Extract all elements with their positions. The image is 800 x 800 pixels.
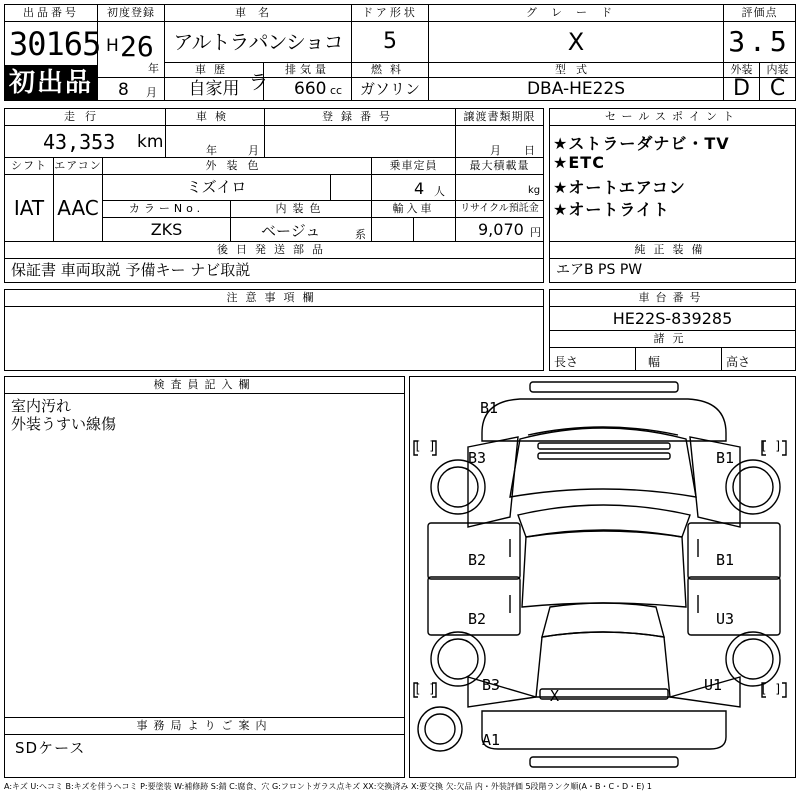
lot-number: 30165 (9, 25, 101, 63)
recycle-unit: 円 (530, 226, 541, 239)
grade: X (428, 21, 724, 63)
inspector-label: 検査員記入欄 (4, 376, 405, 394)
office-box (4, 734, 405, 778)
exterior-color-extra (330, 174, 372, 201)
mileage-unit: km (137, 132, 164, 152)
lot-label: 出品番号 (4, 4, 98, 22)
exterior-label: 外装 (723, 62, 760, 78)
office-label: 事務局よりご案内 (4, 717, 405, 735)
model-label: 型式 (428, 62, 724, 78)
interior-color: ベージュ (261, 222, 321, 240)
bracket-right-bottom: [ ] (760, 682, 782, 696)
transfer-month-unit: 月 (490, 144, 501, 157)
reg-month: 8 (118, 80, 129, 100)
inspection-month-unit: 月 (248, 144, 259, 157)
doors: 5 (351, 21, 429, 63)
reg-number-label: 登録番号 (264, 108, 456, 126)
later-parts-label: 後日発送部品 (4, 241, 544, 259)
displacement-cell (263, 77, 352, 101)
car-name: アルトラパンショコラ (164, 21, 352, 63)
dims-label: 諸元 (549, 330, 796, 348)
bracket-left-bottom: [ ] (414, 682, 436, 696)
aircon-label: エアコン (53, 157, 103, 175)
doors-label: ドア形状 (351, 4, 429, 22)
height-label: 高さ (726, 355, 751, 369)
lot-number-cell (4, 21, 101, 66)
first-reg-year-cell (97, 21, 165, 78)
length-cell (549, 347, 636, 371)
sales-point-3: ★オートエアコン (553, 178, 686, 197)
fuel-label: 燃料 (351, 62, 429, 78)
width-label: 幅 (648, 355, 661, 369)
era: H (106, 36, 119, 56)
sales-points-label: セールスポイント (549, 108, 796, 126)
interior-color-suffix: 系 (355, 228, 366, 241)
later-parts: 保証書 車両取説 予備キー ナビ取説 (4, 258, 544, 283)
mark-left-rear: B3 (482, 676, 501, 694)
inspection-cell (165, 125, 265, 158)
chassis-number: HE22S-839285 (549, 306, 796, 331)
load-cell (455, 174, 544, 201)
capacity-unit: 人 (434, 185, 445, 198)
car-diagram (409, 376, 796, 778)
legend: A:キズ U:ヘコミ B:キズを伴うヘコミ P:要塗装 W:補修跡 S:錆 C:腐食、穴 G:フロントガラス点キズ XX:交換済み X:要交換 欠:欠品 内・外装評価 5段階ランク順(A・B・C・D・E) 1 (4, 782, 653, 791)
mark-right-front: B1 (716, 449, 735, 467)
inspection-label: 車検 (165, 108, 265, 126)
first-reg-month-cell (97, 77, 165, 101)
fuel: ガソリン (351, 77, 429, 101)
mileage-label: 走行 (4, 108, 166, 126)
first-reg-label: 初度登録 (97, 4, 165, 22)
mark-rear-bumper: A1 (482, 731, 501, 749)
mileage: 43,353 (43, 130, 116, 154)
score: 3.5 (723, 21, 796, 63)
recycle-cell (455, 217, 544, 242)
height-cell (721, 347, 796, 371)
shift-label: シフト (4, 157, 54, 175)
genuine-value: エアB PS PW (549, 258, 796, 283)
mark-right-front-door: B1 (716, 551, 735, 569)
sales-points-box (549, 125, 796, 242)
sales-point-2: ★ETC (553, 153, 605, 172)
reg-year: 26 (120, 30, 154, 63)
recycle: 9,070 (478, 220, 524, 239)
transfer-day-unit: 日 (524, 144, 535, 157)
mark-front-bumper: B1 (480, 399, 499, 417)
transfer-cell (455, 125, 544, 158)
import-cell-a (371, 217, 414, 242)
interior-grade: C (759, 77, 796, 101)
displacement: 660 (294, 79, 327, 99)
bracket-right-top: [ ] (760, 439, 782, 453)
notes-label: 注意事項欄 (4, 289, 544, 307)
mark-left-rear-door: B2 (468, 610, 487, 628)
office-text: SDケース (15, 739, 86, 757)
chassis-label: 車台番号 (549, 289, 796, 307)
inspection-year-unit: 年 (206, 144, 217, 157)
history-label: 車歴 (164, 62, 264, 78)
sales-point-1: ★ストラーダナビ・TV (553, 134, 730, 153)
month-unit: 月 (146, 86, 157, 99)
import-cell-b (413, 217, 456, 242)
score-label: 評価点 (723, 4, 796, 22)
shift: IAT (4, 174, 54, 242)
inspector-line-1: 室内汚れ (11, 397, 72, 415)
mark-right-rear: U1 (704, 676, 723, 694)
mileage-cell (4, 125, 166, 158)
displacement-label: 排気量 (263, 62, 352, 78)
load-unit: kg (528, 185, 541, 196)
mark-rear-panel: X (550, 687, 560, 705)
capacity: 4 (414, 179, 425, 198)
displacement-unit: cc (330, 84, 343, 97)
car-name-label: 車名 (164, 4, 352, 22)
year-unit: 年 (148, 62, 159, 75)
notes-box (4, 306, 544, 371)
load-label: 最大積載量 (455, 157, 544, 175)
import-label: 輸入車 (371, 200, 456, 218)
car-diagram-svg (410, 377, 797, 779)
mark-left-front: B3 (468, 449, 487, 467)
mark-right-rear-door: U3 (716, 610, 735, 628)
grade-label: グレード (428, 4, 724, 22)
sales-point-4: ★オートライト (553, 200, 670, 219)
interior-label: 内装 (759, 62, 796, 78)
bracket-left-top: [ ] (414, 439, 436, 453)
exterior-grade: D (723, 77, 760, 101)
transfer-label: 譲渡書類期限 (455, 108, 544, 126)
interior-color-label: 内装色 (230, 200, 372, 218)
exterior-color-label: 外装色 (102, 157, 372, 175)
reg-number-cell (264, 125, 456, 158)
color-no: ZKS (102, 217, 231, 242)
exterior-color: ミズイロ (102, 174, 331, 201)
capacity-label: 乗車定員 (371, 157, 456, 175)
genuine-label: 純正装備 (549, 241, 796, 259)
inspector-box (4, 393, 405, 718)
interior-color-cell (230, 217, 372, 242)
recycle-label: リサイクル預託金 (455, 200, 544, 218)
color-no-label: カラーNo. (102, 200, 231, 218)
capacity-cell (371, 174, 456, 201)
length-label: 長さ (554, 355, 579, 369)
aircon: AAC (53, 174, 103, 242)
model: DBA-HE22S (428, 77, 724, 101)
history: 自家用 (164, 77, 264, 101)
first-listing-badge: 初出品 (4, 65, 98, 101)
mark-left-front-door: B2 (468, 551, 487, 569)
inspector-line-2: 外装うすい線傷 (11, 415, 117, 433)
width-cell (635, 347, 722, 371)
